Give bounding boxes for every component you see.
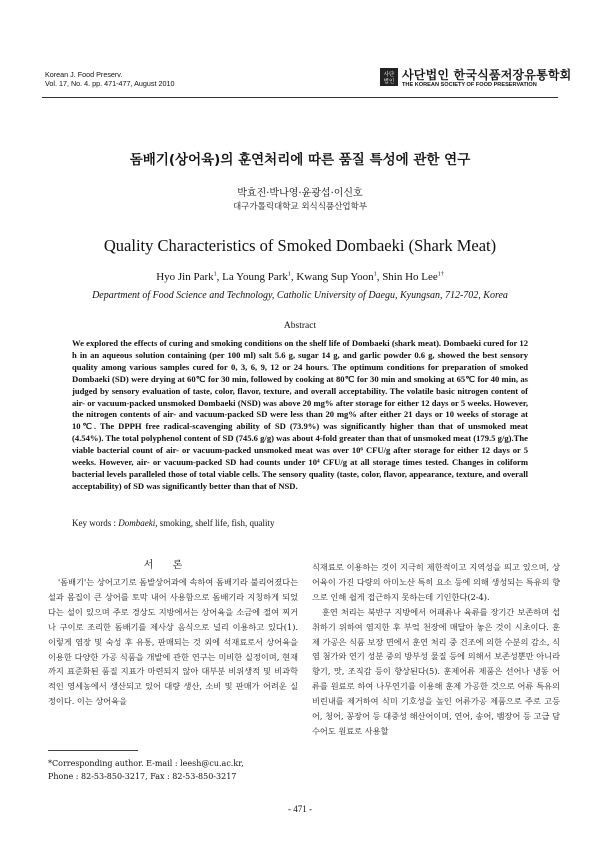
svg-text:법인: 법인 — [383, 79, 395, 85]
svg-text:사단: 사단 — [383, 72, 395, 78]
abstract-heading: Abstract — [283, 321, 317, 331]
authors-korean: 박효진·박나영·윤광섭·이신호 — [237, 188, 363, 199]
title-english: Quality Characteristics of Smoked Dombaeki (Shark Meat) — [103, 236, 497, 255]
journal-volume: Vol. 17, No. 4. pp. 471-477, August 2010 — [45, 79, 175, 88]
society-name-kr: 사단법인 한국식품저장유통학회 — [402, 68, 572, 82]
intro-column-right — [312, 560, 560, 739]
intro-paragraph-2: 식재료로 이용하는 것이 지극히 제한적이고 지역성을 띄고 있으며, 상어육이 가진 다량의 아미노산 특히 요소 등에 의해 생성되는 특유의 향으로 인해 쉽게 접근하지 못하는데 기인한다(2-4). — [312, 562, 560, 602]
corresponding-author-footnote — [48, 757, 298, 783]
author-1: Hyo Jin Park — [156, 271, 214, 283]
author-4: Shin Ho Lee — [382, 271, 438, 283]
intro-paragraph-1: '돔배기'는 상어고기로 돔발상어과에 속하여 돔배기라 불리어졌다는 설과 몸집이 큰 상어를 토막 내어 사용함으로 돔배기라 지칭하게 되었다는 설이 있으며 주로 경상도 지방에서는 상어육을 소금에 절여 찌거나 구이로 조리한 돔배기를 제사상 음식으로 널리 이용하고 있다(1). 이렇게 염장 및 숙성 후 유통, 판매되는 것 외에 석재료로서 상어육을 이용한 다양한 가공 식품을 개발에 관한 연구는 미비한 실정이며, 현재까지 표준화된 품질 지표가 마련되지 않아 대부분 비위생적 및 비과학적인 영세농에서 생산되고 있어 대량 생산, 소비 및 판매가 어려운 실정이다. 이는 상어육을 — [48, 577, 298, 707]
society-logo-block — [380, 66, 572, 92]
affiliation-english: Department of Food Science and Technology, Catholic University of Daegu, Kyungsan, 712-702, Korea — [92, 290, 508, 301]
author-3: Kwang Sup Yoon — [296, 271, 374, 283]
header-divider — [42, 97, 558, 98]
affiliation-korean: 대구가톨릭대학교 외식식품산업학부 — [232, 202, 368, 212]
society-logo-icon — [380, 68, 398, 86]
intro-paragraph-3: 훈연 처리는 북반구 지방에서 어패류나 육류를 장기간 보존하며 섭취하기 위하여 염지한 후 부엌 천장에 매달아 놓은 것이 시초이다. 훈제 가공은 식품 보장 면에서 훈연 처리 중 건조에 의한 수분의 감소, 식염 첨가와 연기 성분 중의 방부성 물질 등에 의해서 보존성뿐만 아니라 향기, 맛, 조직감 등이 향상된다(5). 훈제어류 제품은 선어나 냉동 어류를 원료로 하여 나무연기를 이용해 훈제 가공한 것으로 어류 특유의 비린내를 제거하여 식미 기호성을 높인 어류가공 제품으로 주로 고등어, 청어, 꽁장어 등 대중성 해산어이며, 연어, 송어, 뱀장어 등 고급 담수어도 원료로 사용할 — [312, 606, 560, 736]
keywords-rest: , smoking, shelf life, fish, quality — [155, 518, 275, 528]
author-2: La Young Park — [222, 271, 288, 283]
journal-name: Korean J. Food Preserv. — [45, 70, 123, 79]
footnote-divider — [48, 750, 138, 751]
section-heading-intro: 서 론 — [143, 560, 191, 571]
journal-citation — [45, 70, 174, 88]
authors-english: Hyo Jin Park$^1$, La Young Park$^1$, Kwang Sup Yoon$^1$, Shin Ho Lee$^{1\dagger}$ — [156, 271, 444, 283]
keyword-first: Dombaeki — [118, 518, 156, 528]
intro-column-left — [48, 575, 298, 709]
footnote-phone: Phone : 82-53-850-3217, Fax : 82-53-850-3217 — [48, 772, 237, 781]
society-name-en: THE KOREAN SOCIETY OF FOOD PRESERVATION — [402, 82, 537, 88]
page-number: - 471 - — [288, 804, 312, 814]
abstract-body: We explored the effects of curing and smoking conditions on the shelf life of Dombaeki (shark meat). Dombaeki cured for 12 h in an aqueous solution containing (per 100 ml) salt 5.6 g, sugar 14 g, and garlic powder 0.6 g, showed the best sensory quality among various samples cured for 0, 3, 6, 9, 12 or 24 hours. The optimum conditions for preparation of smoked Dombaeki (SD) were drying at 60℃ for 30 min, followed by cooking at 80℃ for 30 min and smoking at 65℃ for 40 min, as judged by sensory evaluation of taste, color, flavor, texture, and overall acceptability. The volatile basic nitrogen content of air- or vacuum-packed unsmoked Dombaeki (NSD) was above 20 mg% after storage for either 12 days or 5 weeks. However, the nitrogen contents of air- and vacuum-packed SD were less than 20 mg% after either 21 days or 10 weeks of storage at 10℃. The DPPH free radical-scavenging ability of SD (73.9%) was significantly higher than that of unsmoked meat (4.54%). The total polyphenol content of SD (745.6 g/g) was about 4-fold greater than that of unsmoked meat (179.5 g/g).The viable bacterial count of air- or vacuum-packed unsmoked meat was over 10⁶ CFU/g after storage for either 12 days or 5 weeks. However, air- or vacuum-packed SD had counts under 10⁴ CFU/g at all storage times tested. Changes in coliform bacterial levels paralleled those of total viable cells. The sensory quality (taste, color, flavor, appearance, texture, and overall acceptability) of SD was significantly better than that of NSD. — [72, 338, 528, 491]
keywords-line — [72, 518, 528, 528]
title-korean: 돔배기(상어육)의 훈연처리에 따른 품질 특성에 관한 연구 — [129, 152, 471, 168]
footnote-email: *Corresponding author. E-mail : leesh@cu.ac.kr, — [48, 759, 244, 768]
keywords-label: Key words : — [72, 518, 116, 528]
